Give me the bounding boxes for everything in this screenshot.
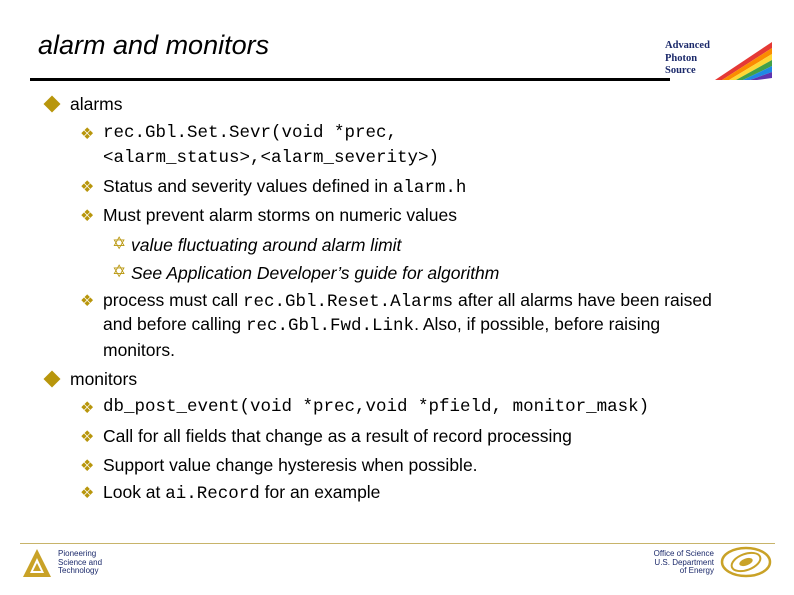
aps-logo-line-2: Photon xyxy=(665,52,698,64)
alarms-heading: alarms xyxy=(70,94,123,114)
footer-left-text xyxy=(58,550,102,576)
level2-bullet-icon: ❖ xyxy=(80,208,95,225)
alarms-item-2-text: Status and severity values defined in xyxy=(103,176,393,196)
monitors-item-4-text-2: for an example xyxy=(259,482,381,502)
level2-bullet-icon: ❖ xyxy=(80,400,95,417)
title-underline xyxy=(30,78,670,81)
alarms-item-4-code-2: rec.Gbl.Fwd.Link xyxy=(246,316,415,336)
monitors-heading: monitors xyxy=(70,369,138,389)
alarms-item-4-text-1: process must call xyxy=(103,290,244,310)
alarms-item-4-line-1 xyxy=(103,290,712,312)
alarms-item-2 xyxy=(103,176,466,198)
alarms-item-4-text-4: . Also, if possible, before raising xyxy=(414,314,661,334)
alarms-item-2-code: alarm.h xyxy=(392,178,467,198)
level2-bullet-icon: ❖ xyxy=(80,179,95,196)
monitors-item-4 xyxy=(103,482,380,504)
level2-bullet-icon: ❖ xyxy=(80,485,95,502)
slide-title: alarm and monitors xyxy=(38,30,270,60)
alarms-item-3: Must prevent alarm storms on numeric values xyxy=(103,205,458,225)
level1-bullet-icon xyxy=(44,371,61,388)
aps-logo-line-3: Source xyxy=(665,65,696,76)
level2-bullet-icon: ❖ xyxy=(80,126,95,143)
alarms-item-1-line-1: rec.Gbl.Set.Sevr(void *prec, xyxy=(103,123,398,143)
alarms-subitem-1: value fluctuating around alarm limit xyxy=(131,235,402,255)
monitors-item-2: Call for all fields that change as a result of record processing xyxy=(103,426,572,446)
monitors-item-1: db_post_event(void *prec,void *pfield, monitor_mask) xyxy=(103,397,650,417)
footer-left-line-3: Technology xyxy=(58,566,99,576)
alarms-item-4-line-3: monitors. xyxy=(103,340,175,360)
footer-left-line-2: Science and xyxy=(58,557,103,567)
doe-logo-icon xyxy=(720,546,772,578)
aps-logo-text xyxy=(665,40,735,78)
argonne-logo-icon xyxy=(22,548,52,578)
footer-right-line-2: U.S. Department xyxy=(654,557,714,567)
monitors-item-4-code: ai.Record xyxy=(165,484,260,504)
alarms-item-4-text-2: after all alarms have been raised xyxy=(453,290,712,310)
alarms-item-4-text-3: and before calling xyxy=(103,314,247,334)
monitors-item-3: Support value change hysteresis when possible. xyxy=(103,455,478,475)
level1-bullet-icon xyxy=(44,96,61,113)
alarms-item-4-code-1: rec.Gbl.Reset.Alarms xyxy=(243,292,454,312)
footer-right-text xyxy=(630,550,714,576)
footer-right-line-3: of Energy xyxy=(679,566,714,576)
level2-bullet-icon: ❖ xyxy=(80,458,95,475)
footer-left-line-1: Pioneering xyxy=(58,549,97,558)
alarms-item-1-line-2: <alarm_status>,<alarm_severity>) xyxy=(103,148,440,168)
level2-bullet-icon: ❖ xyxy=(80,429,95,446)
alarms-subitem-2: See Application Developer’s guide for algorithm xyxy=(131,263,500,283)
level3-bullet-icon: ✡ xyxy=(112,234,127,253)
footer-divider xyxy=(20,543,775,544)
level2-bullet-icon: ❖ xyxy=(80,293,95,310)
level3-bullet-icon: ✡ xyxy=(112,262,127,281)
footer-right-line-1: Office of Science xyxy=(653,549,714,558)
alarms-item-4-line-2 xyxy=(103,314,660,336)
aps-logo-line-1: Advanced xyxy=(665,40,710,51)
monitors-item-4-text-1: Look at xyxy=(103,482,166,502)
